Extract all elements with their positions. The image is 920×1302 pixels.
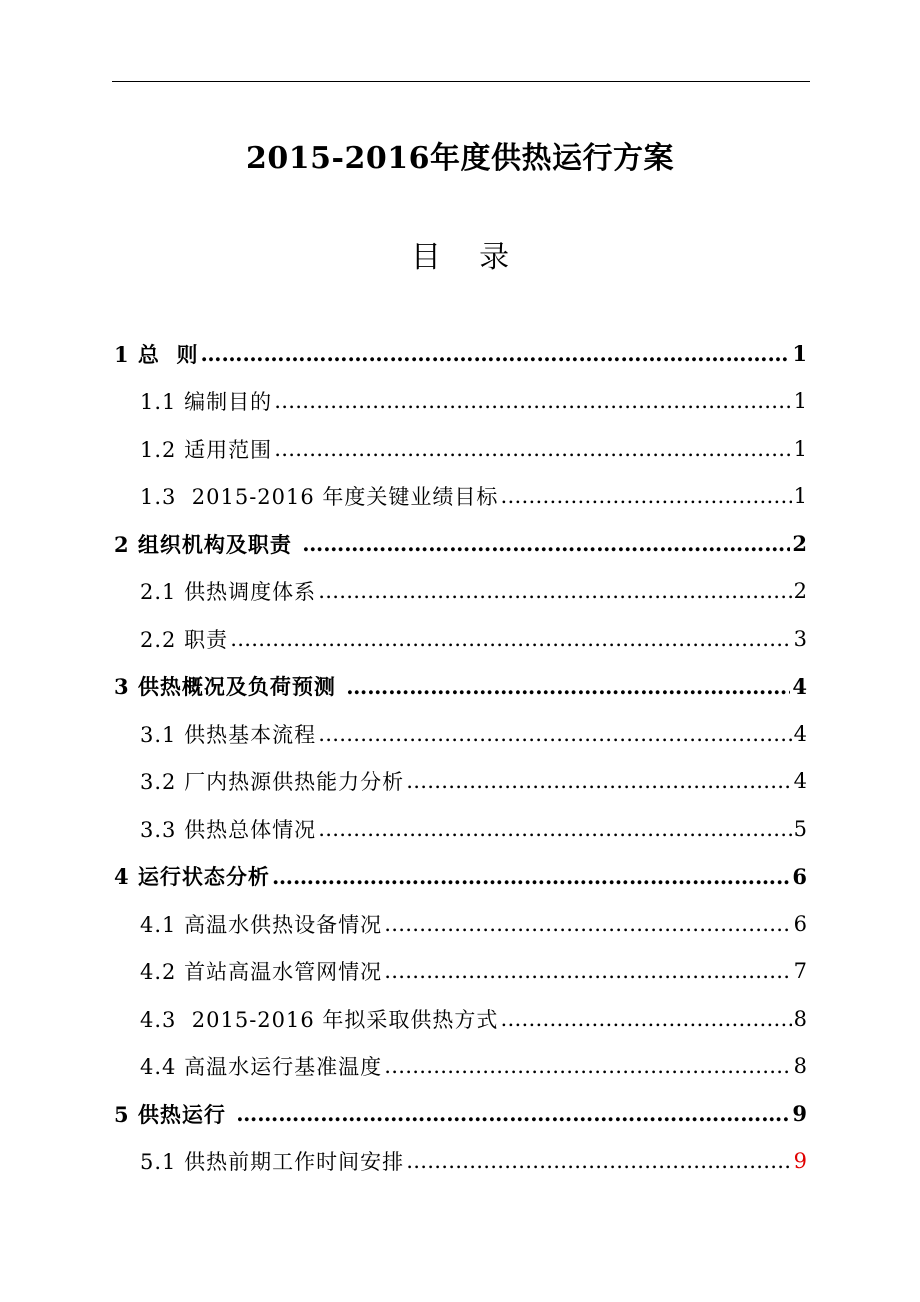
toc-dot-leader	[384, 912, 792, 936]
toc-entry-label: 1.2 适用范围	[140, 437, 273, 462]
toc-dot-leader	[230, 627, 792, 651]
toc-entry[interactable]	[112, 425, 808, 473]
toc-entry-label: 4.2 首站高温水管网情况	[140, 960, 383, 985]
toc-entry-page-number: 1	[793, 389, 808, 414]
toc-entry-label: 4.1 高温水供热设备情况	[140, 912, 383, 937]
toc-entry-page-number: 4	[793, 721, 808, 746]
toc-entry-label: 4 运行状态分析	[114, 864, 270, 890]
toc-entry[interactable]	[112, 995, 808, 1043]
toc-entry-page-number: 6	[793, 911, 808, 936]
toc-dot-leader	[302, 531, 790, 556]
toc-entry-label: 5.1 供热前期工作时间安排	[140, 1150, 405, 1175]
toc-heading: 目 录	[410, 240, 510, 275]
toc-entry[interactable]	[112, 568, 808, 616]
toc-entry-label: 1.3 2015-2016 年度关键业绩目标	[140, 485, 499, 510]
toc-dot-leader	[236, 1101, 790, 1126]
toc-entry[interactable]	[112, 615, 808, 663]
toc-entry-page-number: 4	[792, 673, 808, 699]
toc-dot-leader	[406, 1149, 792, 1173]
toc-dot-leader	[201, 341, 791, 366]
toc-entry-label: 2.2 职责	[140, 627, 229, 652]
toc-entry-page-number: 2	[792, 531, 808, 557]
toc-entry-page-number: 9	[792, 1101, 808, 1127]
toc-entry-label: 1.1 编制目的	[140, 390, 273, 415]
toc-entry-page-number: 8	[793, 1054, 808, 1079]
toc-entry[interactable]	[112, 710, 808, 758]
toc-entry-page-number: 3	[793, 626, 808, 651]
toc-entry-page-number: 7	[793, 959, 808, 984]
toc-entry-label: 3.3 供热总体情况	[140, 817, 317, 842]
toc-entry[interactable]	[112, 853, 808, 901]
toc-dot-leader	[318, 579, 792, 603]
toc-entry-label: 4.4 高温水运行基准温度	[140, 1055, 383, 1080]
toc-entry[interactable]	[112, 805, 808, 853]
toc-entry-page-number: 8	[793, 1006, 808, 1031]
toc-entry[interactable]	[112, 473, 808, 521]
toc-entry[interactable]	[112, 948, 808, 996]
toc-dot-leader	[274, 389, 792, 413]
toc-entry[interactable]	[112, 378, 808, 426]
toc-dot-leader	[406, 769, 792, 793]
toc-entry[interactable]	[112, 520, 808, 568]
toc-entry-label: 3 供热概况及负荷预测	[114, 674, 345, 700]
toc-entry[interactable]	[112, 758, 808, 806]
toc-dot-leader	[384, 1054, 792, 1078]
toc-entry-page-number: 6	[792, 863, 808, 889]
toc-dot-leader	[500, 1007, 791, 1031]
toc-entry[interactable]	[112, 1090, 808, 1138]
toc-entry-label: 4.3 2015-2016 年拟采取供热方式	[140, 1007, 499, 1032]
toc-entry[interactable]	[112, 900, 808, 948]
toc-dot-leader	[274, 437, 792, 461]
toc-dot-leader	[318, 817, 792, 841]
toc-dot-leader	[318, 722, 792, 746]
toc-entry[interactable]	[112, 663, 808, 711]
toc-entry-label: 1 总 则	[114, 341, 199, 367]
header-rule	[112, 81, 810, 82]
table-of-contents	[112, 330, 808, 1185]
toc-entry-page-number: 1	[793, 436, 808, 461]
toc-dot-leader	[500, 484, 791, 508]
toc-entry-page-number: 9	[793, 1149, 808, 1174]
toc-entry[interactable]	[112, 1138, 808, 1186]
toc-entry[interactable]	[112, 330, 808, 378]
toc-entry-page-number: 2	[793, 579, 808, 604]
toc-dot-leader	[272, 864, 790, 889]
toc-entry-label: 5 供热运行	[114, 1101, 235, 1127]
toc-entry-label: 3.1 供热基本流程	[140, 722, 317, 747]
document-title: 2015-2016年度供热运行方案	[246, 141, 674, 176]
toc-entry-page-number: 4	[793, 769, 808, 794]
toc-entry[interactable]	[112, 1043, 808, 1091]
toc-dot-leader	[384, 959, 792, 983]
toc-entry-label: 3.2 厂内热源供热能力分析	[140, 770, 405, 795]
toc-dot-leader	[346, 674, 790, 699]
toc-entry-label: 2 组织机构及职责	[114, 531, 301, 557]
toc-entry-page-number: 1	[793, 484, 808, 509]
toc-entry-page-number: 1	[792, 341, 808, 367]
toc-entry-page-number: 5	[793, 816, 808, 841]
toc-entry-label: 2.1 供热调度体系	[140, 580, 317, 605]
